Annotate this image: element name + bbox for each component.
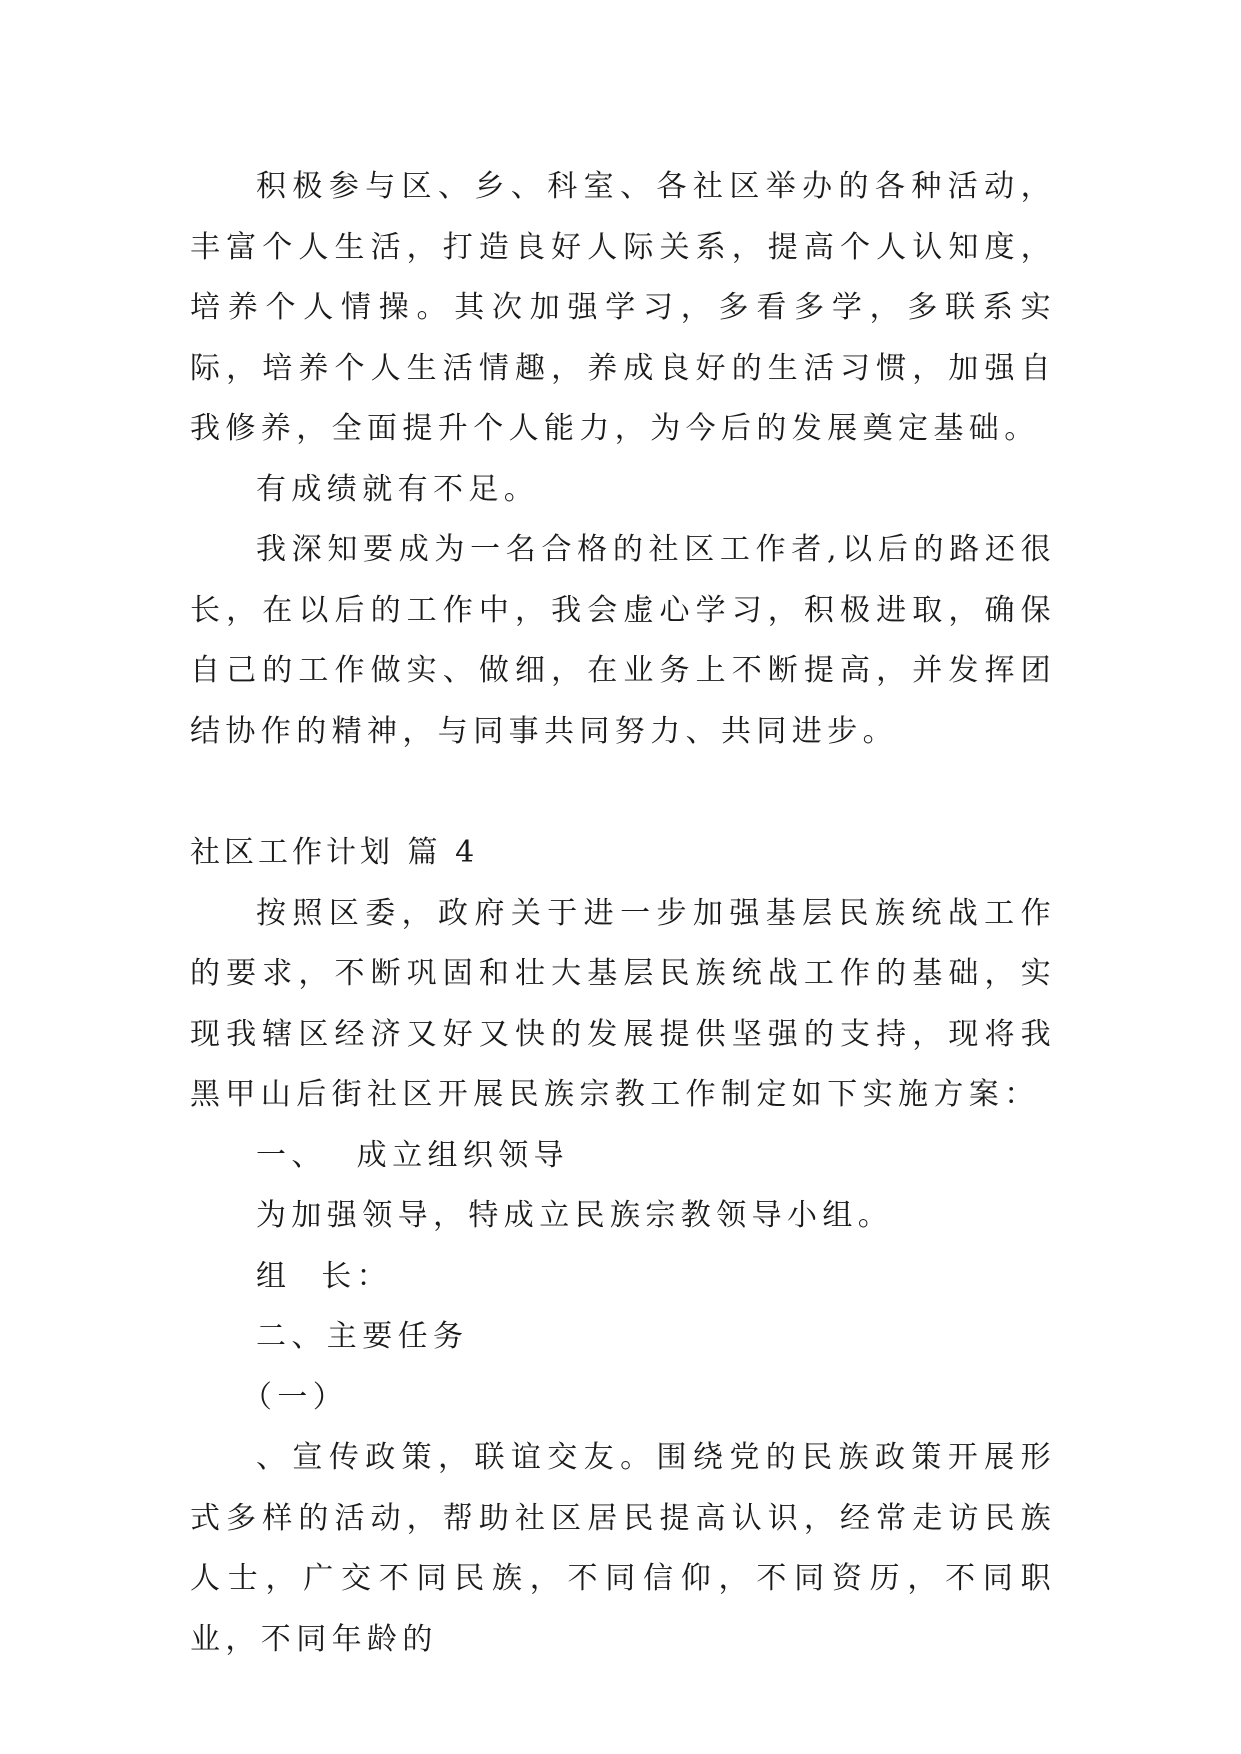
section-title: 社区工作计划 篇 4 [190,835,479,870]
task-paragraph: 、宣传政策，联谊交友。围绕党的民族政策开展形式多样的活动，帮助社区居民提高认识，经常走访民族人士，广交不同民族，不同信仰，不同资历，不同职业，不同年龄的 [190,1440,1056,1657]
item-2-heading: 二、主要任务 [256,1319,469,1354]
paragraph-intro: 按照区委，政府关于进一步加强基层民族统战工作的要求，不断巩固和壮大基层民族统战工作的基础，实现我辖区经济又好又快的发展提供坚强的支持，现将我黑甲山后街社区开展民族宗教工作制定如下实施方案： [190,895,1056,1112]
document-page [190,157,1056,1670]
sub-item-label: （一） [242,1379,349,1415]
item-1-text: 为加强领导，特成立民族宗教领导小组。 [256,1198,894,1233]
paragraph-shortcomings: 有成绩就有不足。 [256,471,540,507]
item-1-heading: 一、 成立组织领导 [256,1137,570,1173]
paragraph-activities: 积极参与区、乡、科室、各社区举办的各种活动，丰富个人生活，打造良好人际关系，提高个人认知度，培养个人情操。其次加强学习，多看多学，多联系实际，培养个人生活情趣，养成良好的生活习惯，加强自我修养，全面提升个人能力，为今后的发展奠定基础。 [190,169,1056,446]
leader-label: 组 长： [256,1258,393,1294]
paragraph-commitment: 我深知要成为一名合格的社区工作者,以后的路还很长，在以后的工作中，我会虚心学习，积极进取，确保自己的工作做实、做细，在业务上不断提高，并发挥团结协作的精神，与同事共同努力、共同进步。 [190,532,1056,749]
